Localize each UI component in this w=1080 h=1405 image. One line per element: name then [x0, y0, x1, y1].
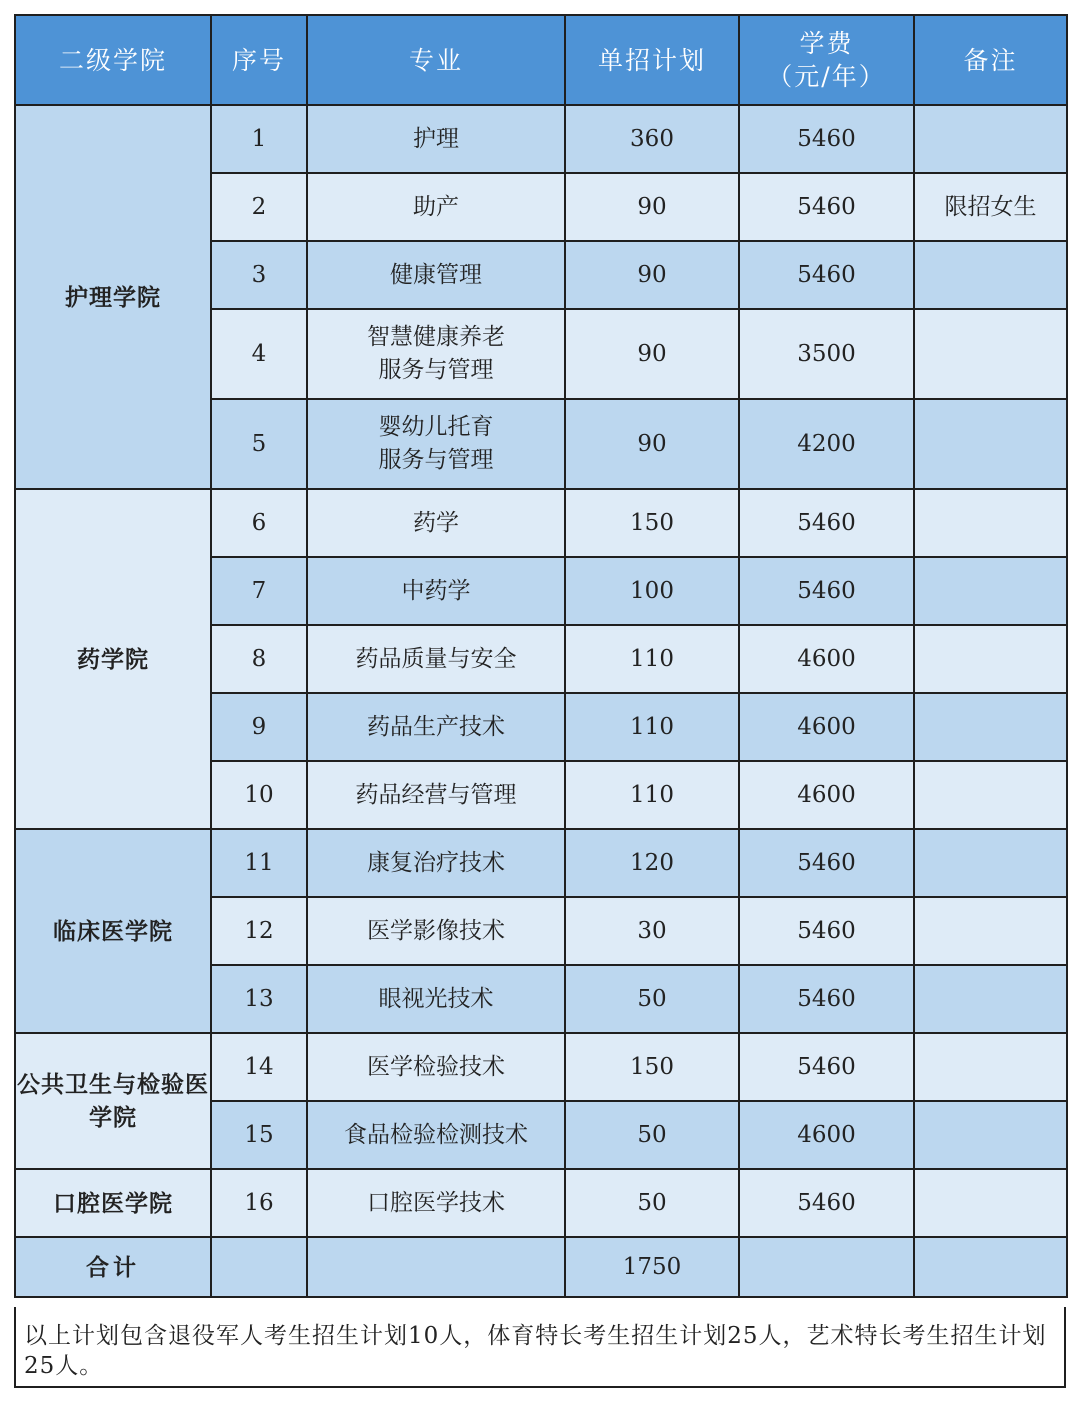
row-remark	[914, 557, 1067, 625]
row-plan: 150	[565, 489, 739, 557]
row-major: 药品生产技术	[307, 693, 565, 761]
row-no: 14	[211, 1033, 307, 1101]
row-fee: 5460	[739, 1169, 914, 1237]
header-fee-line2: （元/年）	[767, 62, 886, 91]
row-fee: 4600	[739, 625, 914, 693]
row-plan: 120	[565, 829, 739, 897]
row-remark	[914, 1101, 1067, 1169]
row-major: 眼视光技术	[307, 965, 565, 1033]
row-remark	[914, 829, 1067, 897]
row-fee: 5460	[739, 829, 914, 897]
row-no: 16	[211, 1169, 307, 1237]
row-plan: 90	[565, 399, 739, 489]
row-fee: 5460	[739, 965, 914, 1033]
row-plan: 50	[565, 1169, 739, 1237]
row-remark	[914, 693, 1067, 761]
row-major-line1: 婴幼儿托育	[378, 414, 494, 440]
row-no: 9	[211, 693, 307, 761]
row-plan: 100	[565, 557, 739, 625]
row-remark	[914, 761, 1067, 829]
row-remark	[914, 241, 1067, 309]
row-remark	[914, 489, 1067, 557]
row-major: 食品检验检测技术	[307, 1101, 565, 1169]
total-empty-major	[307, 1237, 565, 1297]
row-plan: 90	[565, 173, 739, 241]
row-no: 6	[211, 489, 307, 557]
row-plan: 30	[565, 897, 739, 965]
total-row	[15, 1237, 1067, 1297]
table-row	[15, 829, 1067, 897]
row-fee: 5460	[739, 241, 914, 309]
header-no: 序号	[211, 15, 307, 105]
row-no: 3	[211, 241, 307, 309]
row-fee: 4600	[739, 1101, 914, 1169]
row-fee: 5460	[739, 173, 914, 241]
table-row	[15, 1033, 1067, 1101]
row-fee: 5460	[739, 489, 914, 557]
header-remark: 备注	[914, 15, 1067, 105]
row-fee: 5460	[739, 105, 914, 173]
row-major: 药品经营与管理	[307, 761, 565, 829]
row-major	[307, 309, 565, 399]
table-row	[15, 105, 1067, 173]
row-no: 2	[211, 173, 307, 241]
row-major: 中药学	[307, 557, 565, 625]
row-plan: 110	[565, 693, 739, 761]
total-empty-fee	[739, 1237, 914, 1297]
row-major-line1: 智慧健康养老	[367, 324, 505, 350]
row-major: 口腔医学技术	[307, 1169, 565, 1237]
row-fee: 3500	[739, 309, 914, 399]
row-remark	[914, 965, 1067, 1033]
total-label: 合计	[15, 1237, 211, 1297]
row-remark: 限招女生	[914, 173, 1067, 241]
row-major-line2: 服务与管理	[378, 357, 494, 383]
row-major	[307, 399, 565, 489]
row-remark	[914, 399, 1067, 489]
college-cell-clinical: 临床医学院	[15, 829, 211, 1033]
row-fee: 4200	[739, 399, 914, 489]
row-major: 医学影像技术	[307, 897, 565, 965]
row-no: 15	[211, 1101, 307, 1169]
table-header-row	[15, 15, 1067, 105]
college-cell-nursing: 护理学院	[15, 105, 211, 489]
row-plan: 50	[565, 1101, 739, 1169]
total-empty-no	[211, 1237, 307, 1297]
row-plan: 110	[565, 625, 739, 693]
college-cell-stomatology: 口腔医学院	[15, 1169, 211, 1237]
college-cell-pharmacy: 药学院	[15, 489, 211, 829]
row-remark	[914, 309, 1067, 399]
total-empty-remark	[914, 1237, 1067, 1297]
enrollment-plan-table-frame	[14, 14, 1066, 1390]
row-plan: 360	[565, 105, 739, 173]
row-no: 4	[211, 309, 307, 399]
row-plan: 90	[565, 241, 739, 309]
footnote-box	[14, 1307, 1066, 1388]
row-fee: 5460	[739, 897, 914, 965]
row-no: 8	[211, 625, 307, 693]
header-fee	[739, 15, 914, 105]
row-major-line2: 服务与管理	[378, 447, 494, 473]
row-remark	[914, 625, 1067, 693]
header-college: 二级学院	[15, 15, 211, 105]
header-fee-line1: 学费	[799, 29, 854, 58]
row-no: 11	[211, 829, 307, 897]
footnote-text: 以上计划包含退役军人考生招生计划10人，体育特长考生招生计划25人，艺术特长考生招生计划25人。	[24, 1323, 1047, 1379]
row-remark	[914, 1033, 1067, 1101]
row-no: 5	[211, 399, 307, 489]
row-major: 医学检验技术	[307, 1033, 565, 1101]
row-major: 护理	[307, 105, 565, 173]
row-major: 康复治疗技术	[307, 829, 565, 897]
header-major: 专业	[307, 15, 565, 105]
row-fee: 4600	[739, 761, 914, 829]
header-plan: 单招计划	[565, 15, 739, 105]
row-fee: 5460	[739, 1033, 914, 1101]
row-plan: 50	[565, 965, 739, 1033]
row-plan: 110	[565, 761, 739, 829]
row-major: 健康管理	[307, 241, 565, 309]
enrollment-plan-table	[14, 14, 1068, 1298]
row-plan: 90	[565, 309, 739, 399]
row-fee: 4600	[739, 693, 914, 761]
table-row	[15, 1169, 1067, 1237]
row-major: 药品质量与安全	[307, 625, 565, 693]
row-remark	[914, 1169, 1067, 1237]
row-fee: 5460	[739, 557, 914, 625]
row-remark	[914, 897, 1067, 965]
row-no: 7	[211, 557, 307, 625]
college-cell-public-health: 公共卫生与检验医学院	[15, 1033, 211, 1169]
total-plan: 1750	[565, 1237, 739, 1297]
row-no: 1	[211, 105, 307, 173]
row-plan: 150	[565, 1033, 739, 1101]
row-major: 药学	[307, 489, 565, 557]
row-no: 12	[211, 897, 307, 965]
row-remark	[914, 105, 1067, 173]
row-major: 助产	[307, 173, 565, 241]
row-no: 10	[211, 761, 307, 829]
row-no: 13	[211, 965, 307, 1033]
table-row	[15, 489, 1067, 557]
